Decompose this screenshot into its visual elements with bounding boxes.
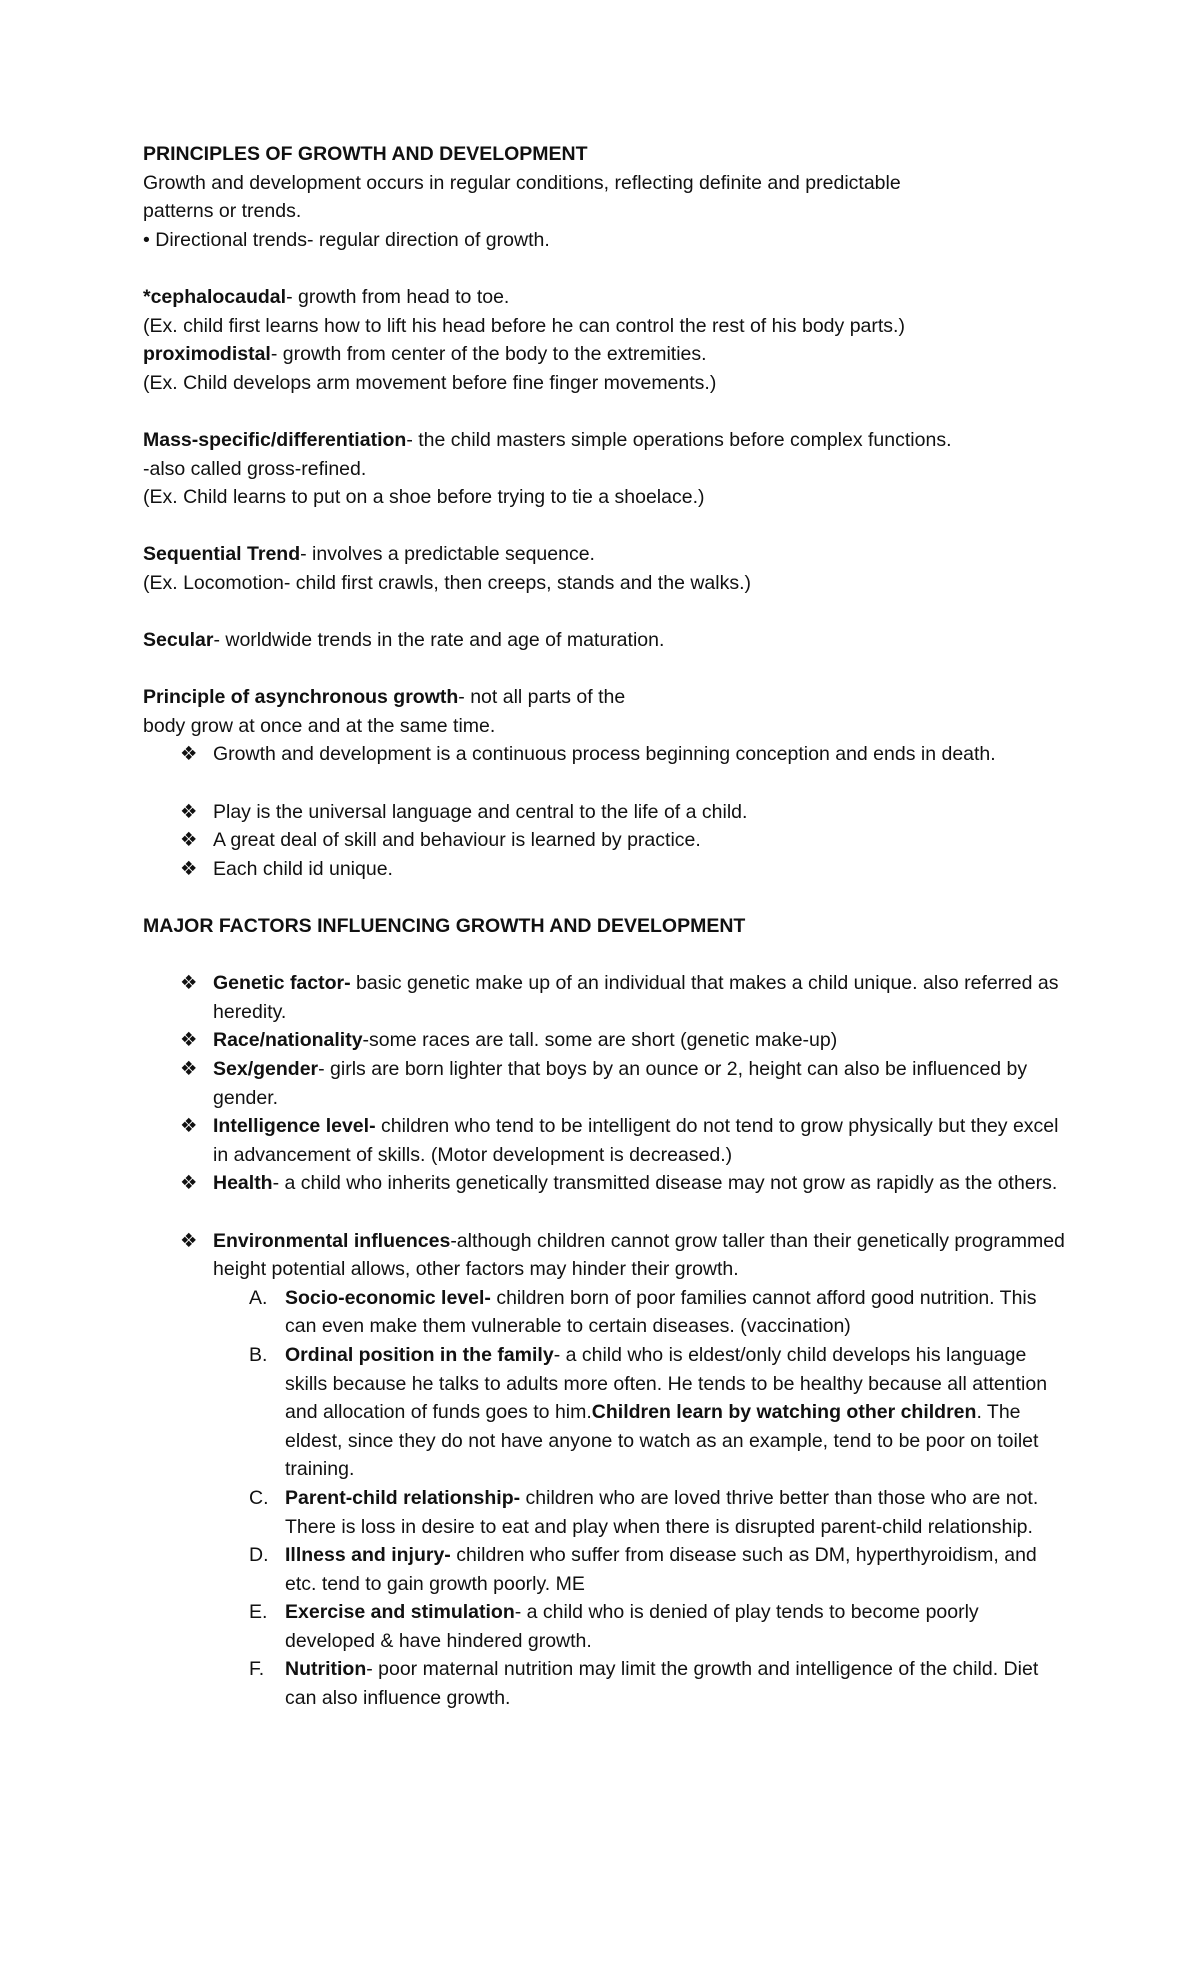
diamond-bullet-icon: ❖ (180, 829, 198, 852)
diamond-bullet-icon: ❖ (180, 1058, 198, 1080)
proximodistal-example: (Ex. Child develops arm movement before fine finger movements.) (143, 371, 717, 394)
diamond-bullet-icon: ❖ (180, 743, 198, 766)
list-item: ❖ Play is the universal language and central to the life of a child. (143, 798, 1073, 827)
principles-heading: PRINCIPLES OF GROWTH AND DEVELOPMENT (143, 143, 588, 165)
diamond-bullet-icon: ❖ (180, 1172, 198, 1195)
list-item: ❖ Health- a child who inherits genetically transmitted disease may not grow as rapidly as the others. (143, 1169, 1073, 1198)
diamond-bullet-icon: ❖ (180, 972, 198, 995)
mass-specific: Mass-specific/differentiation- the child masters simple operations before complex functions. (143, 428, 952, 451)
diamond-bullet-icon: ❖ (180, 800, 198, 823)
list-item: ❖ Race/nationality-some races are tall. some are short (genetic make-up) (143, 1026, 1073, 1055)
sequential-example: (Ex. Locomotion- child first crawls, then creeps, stands and the walks.) (143, 571, 752, 594)
list-item: A. Socio-economic level- children born of poor families cannot afford good nutrition. This can even make them vulnerable to certain diseases. (vaccination) (249, 1286, 1037, 1338)
list-item: ❖ Each child id unique. (143, 855, 1073, 884)
list-item: F. Nutrition- poor maternal nutrition may limit the growth and intelligence of the child. Diet can also influence growth. (249, 1658, 1039, 1710)
environment-list (143, 1227, 1073, 1284)
list-item: ❖ Growth and development is a continuous process beginning conception and ends in death. (143, 740, 1073, 769)
list-item: B. Ordinal position in the family- a child who is eldest/only child develops his language skills because he talks to adults more often. He tends to be healthy because all attention and allocation of funds goes to him.Children learn by watching other children. The eldest, since they do not have anyone to watch as an example, tend to be poor on toilet training. (249, 1343, 1048, 1481)
factors-heading: MAJOR FACTORS INFLUENCING GROWTH AND DEVELOPMENT (143, 915, 746, 938)
secular: Secular- worldwide trends in the rate and age of maturation. (143, 629, 665, 652)
cephalocaudal-example: (Ex. child first learns how to lift his head before he can control the rest of his body parts.) (143, 314, 905, 337)
asynchronous-line-2: body grow at once and at the same time. (143, 714, 496, 737)
principles-bullets-2 (143, 798, 1073, 884)
factors-list (143, 969, 1073, 1198)
sequential-trend: Sequential Trend- involves a predictable sequence. (143, 543, 595, 566)
directional-trends: • Directional trends- regular direction of growth. (143, 228, 550, 251)
diamond-bullet-icon: ❖ (180, 1029, 198, 1052)
principles-bullets-1 (143, 740, 1073, 769)
list-item: ❖ Intelligence level- children who tend to be intelligent do not tend to grow physically but they excel in advancement of skills. (Motor development is decreased.) (143, 1112, 1073, 1169)
list-item: C. Parent-child relationship- children who are loved thrive better than those who are not. There is loss in desire to eat and play when there is disrupted parent-child relationship. (249, 1486, 1039, 1538)
diamond-bullet-icon: ❖ (180, 857, 198, 880)
cephalocaudal: *cephalocaudal- growth from head to toe. (143, 285, 510, 308)
diamond-bullet-icon: ❖ (180, 1229, 198, 1252)
diamond-bullet-icon: ❖ (180, 1115, 198, 1138)
list-item: ❖ A great deal of skill and behaviour is learned by practice. (143, 826, 1073, 855)
asynchronous-growth: Principle of asynchronous growth- not all parts of the (143, 686, 626, 709)
intro-line-1: Growth and development occurs in regular conditions, reflecting definite and predictable (143, 171, 901, 194)
mass-specific-also: -also called gross-refined. (143, 457, 367, 480)
list-item: ❖ Sex/gender- girls are born lighter that boys by an ounce or 2, height can also be influenced by gender. (143, 1055, 1073, 1112)
list-item: E. Exercise and stimulation- a child who is denied of play tends to become poorly developed & have hindered growth. (249, 1601, 979, 1652)
environment-sublist (143, 1284, 1073, 1713)
mass-specific-example: (Ex. Child learns to put on a shoe before trying to tie a shoelace.) (143, 486, 705, 509)
list-item: ❖ Environmental influences-although children cannot grow taller than their genetically programmed height potential allows, other factors may hinder their growth. (143, 1227, 1073, 1284)
list-item: D. Illness and injury- children who suffer from disease such as DM, hyperthyroidism, and etc. tend to gain growth poorly. ME (249, 1544, 1037, 1595)
list-item: ❖ Genetic factor- basic genetic make up of an individual that makes a child unique. also referred as heredity. (143, 969, 1073, 1026)
intro-line-2: patterns or trends. (143, 200, 302, 223)
document-page (143, 140, 1073, 1713)
proximodistal: proximodistal- growth from center of the body to the extremities. (143, 343, 707, 366)
